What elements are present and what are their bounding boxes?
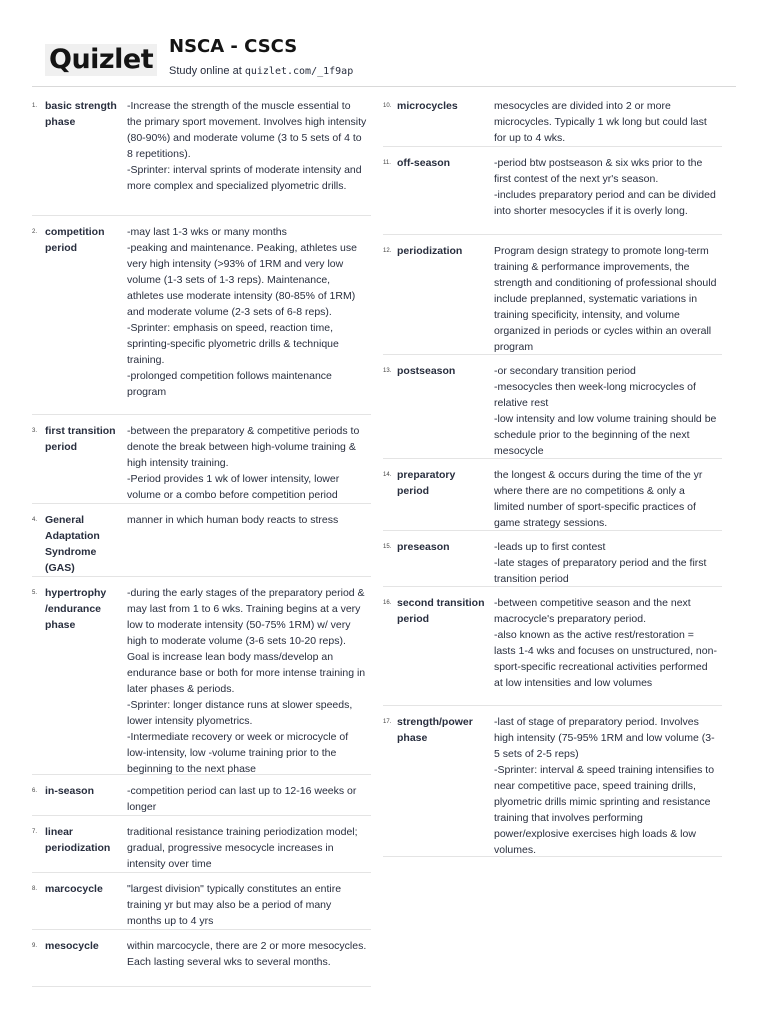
card-number: 14. xyxy=(383,472,392,478)
header-divider xyxy=(32,86,736,87)
page-title: NSCA - CSCS xyxy=(169,36,298,57)
card-definition: manner in which human body reacts to stress xyxy=(127,514,339,526)
card-number: 10. xyxy=(383,103,392,109)
flashcard-row xyxy=(32,421,371,504)
flashcard-row xyxy=(32,510,371,577)
card-definition: -Increase the strength of the muscle essential to the primary sport movement. Involves high intensity (80-90%) and moderate volume (3 to 5 sets of 4 to 8 repetitions). -Sprinter: interval sprints of moderate intensity and more complex and specialized plyometric drills. xyxy=(127,100,367,192)
card-number: 7. xyxy=(32,829,38,835)
flashcard-row xyxy=(32,781,371,816)
quizlet-logo[interactable]: Quizlet xyxy=(45,44,157,76)
card-number: 1. xyxy=(32,103,38,109)
flashcard-row xyxy=(383,241,722,355)
card-definition: the longest & occurs during the time of the yr where there are no competitions & only a limited number of sport-specific practices of game strategy sessions. xyxy=(494,469,703,529)
card-term: second transition period xyxy=(397,597,485,625)
card-definition: mesocycles are divided into 2 or more microcycles. Typically 1 wk long but could last for up to 4 wks. xyxy=(494,100,707,144)
flashcard-row xyxy=(32,879,371,930)
card-definition: -leads up to first contest -late stages of preparatory period and the first transition period xyxy=(494,541,707,585)
card-definition: -may last 1-3 wks or many months -peaking and maintenance. Peaking, athletes use very high intensity (>93% of 1RM and very low volume (1-3 sets of 1-3 reps). Maintenance, athletes use moderate intensity (80-85% of 1RM) and moderate volume (2-3 sets of 6-8 reps). -Sprinter: emphasis on speed, reaction time, sprinting-specific plyometric drills & technique training. -prolonged competition follows maintenance program xyxy=(127,226,357,398)
card-number: 15. xyxy=(383,544,392,550)
card-number: 6. xyxy=(32,788,38,794)
card-definition: -between the preparatory & competitive periods to denote the break between high-volume training & high intensity training. -Period provides 1 wk of lower intensity, lower volume or a combo before competition period xyxy=(127,425,360,501)
card-definition: "largest division" typically constitutes an entire training yr but may also be a period of many months up to 4 yrs xyxy=(127,883,342,927)
card-number: 16. xyxy=(383,600,392,606)
card-number: 13. xyxy=(383,368,392,374)
card-definition: -last of stage of preparatory period. Involves high intensity (75-95% 1RM and low volume (3-5 sets of 2-5 reps) -Sprinter: interval & speed training intensifies to near competitive pace, speed training drills, plyometric drills mimic sprinting and resistance training that involves performing power/explosive exercises high loads & low volumes. xyxy=(494,716,715,856)
card-number: 9. xyxy=(32,943,38,949)
flashcard-row xyxy=(383,593,722,706)
card-term: General Adaptation Syndrome (GAS) xyxy=(45,514,100,574)
flashcard-row xyxy=(383,361,722,459)
card-term: preseason xyxy=(397,541,450,553)
study-prefix: Study online at xyxy=(169,65,242,77)
card-term: postseason xyxy=(397,365,456,377)
card-term: competition period xyxy=(45,226,105,254)
card-term: mesocycle xyxy=(45,940,99,952)
card-term: linear periodization xyxy=(45,826,111,854)
card-definition: -during the early stages of the preparatory period & may last from 1 to 6 wks. Training begins at a very low to moderate intensity (50-75% 1RM) w/ very high to moderate volume (3-6 sets 10-20 reps). Goal is increase lean body mass/develop an endurance base or both for more intense training in later phases & periods. -Sprinter: longer distance runs at slower speeds, lower intensity plyometrics. -Intermediate recovery or week or microcycle of low-intensity, low -volume training prior to the beginning to the next phase xyxy=(127,587,366,775)
flashcard-row xyxy=(383,96,722,147)
flashcard-row xyxy=(383,712,722,857)
flashcard-row xyxy=(32,936,371,987)
card-term: marcocycle xyxy=(45,883,103,895)
card-definition: -or secondary transition period -mesocycles then week-long microcycles of relative rest -low intensity and low volume training should be schedule prior to the beginning of the next mesocycle xyxy=(494,365,717,457)
card-number: 4. xyxy=(32,517,38,523)
flashcard-row xyxy=(383,153,722,235)
card-number: 17. xyxy=(383,719,392,725)
card-number: 3. xyxy=(32,428,38,434)
card-number: 2. xyxy=(32,229,38,235)
card-term: strength/power phase xyxy=(397,716,473,744)
card-definition: -between competitive season and the next macrocycle's preparatory period. -also known as the active rest/restoration = lasts 1-4 wks and focuses on unstructured, non-sport-specific recreational activities performed at low intensities and low volumes xyxy=(494,597,717,689)
card-term: hypertrophy /endurance phase xyxy=(45,587,107,631)
cards-column-right xyxy=(383,96,722,863)
study-url-link[interactable]: quizlet.com/_1f9ap xyxy=(244,66,354,77)
flashcard-row xyxy=(32,822,371,873)
flashcard-row xyxy=(32,96,371,216)
flashcard-row xyxy=(32,583,371,775)
card-term: preparatory period xyxy=(397,469,456,497)
card-term: basic strength phase xyxy=(45,100,117,128)
card-term: in-season xyxy=(45,785,95,797)
flashcard-row xyxy=(383,465,722,531)
card-definition: Program design strategy to promote long-term training & performance improvements, the strength and conditioning of professional should include preplanned, systematic variations in training specificity, intensity, and volume organized in periods or cycles within an overall program xyxy=(494,245,717,353)
flashcard-row xyxy=(32,222,371,415)
card-term: off-season xyxy=(397,157,451,169)
card-number: 5. xyxy=(32,590,38,596)
card-term: periodization xyxy=(397,245,463,257)
study-online-line xyxy=(169,65,353,77)
flashcard-row xyxy=(383,537,722,587)
cards-column-left xyxy=(32,96,371,993)
card-definition: traditional resistance training periodization model; gradual, progressive mesocycle increases in intensity over time xyxy=(127,826,358,870)
card-number: 11. xyxy=(383,160,391,166)
card-number: 8. xyxy=(32,886,38,892)
card-term: first transition period xyxy=(45,425,116,453)
card-number: 12. xyxy=(383,248,392,254)
card-definition: -period btw postseason & six wks prior to the first contest of the next yr's season. -includes preparatory period and can be divided into shorter mesocycles if it is overly long. xyxy=(494,157,716,217)
card-definition: -competition period can last up to 12-16 weeks or longer xyxy=(127,785,357,813)
card-definition: within marcocycle, there are 2 or more mesocycles. Each lasting several wks to several months. xyxy=(127,940,367,968)
card-term: microcycles xyxy=(397,100,458,112)
